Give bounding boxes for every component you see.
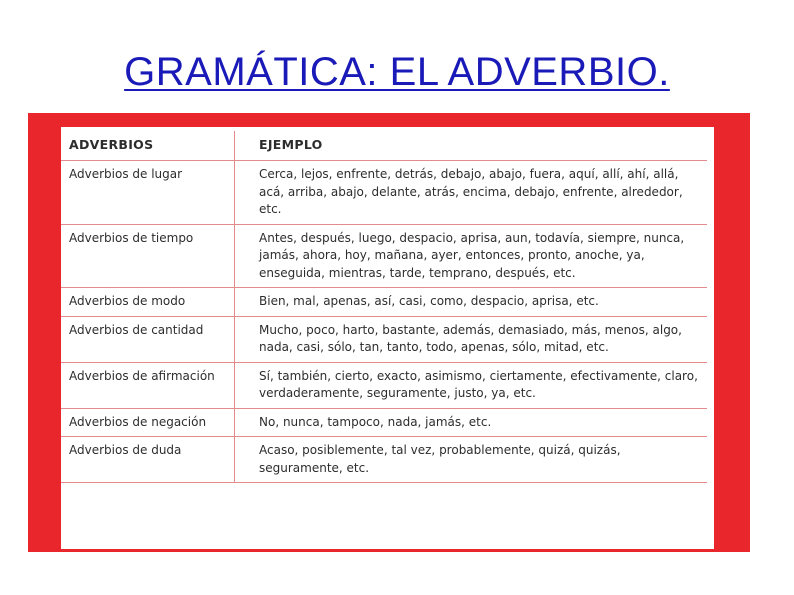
adverb-example: Acaso, posiblemente, tal vez, probablemente, quizá, quizás, seguramente, etc. bbox=[235, 437, 708, 483]
table-row bbox=[61, 316, 707, 362]
table-row bbox=[61, 288, 707, 317]
table-row bbox=[61, 224, 707, 288]
table-image-frame bbox=[28, 113, 750, 552]
adverb-example: Antes, después, luego, despacio, aprisa, aun, todavía, siempre, nunca, jamás, ahora, hoy, mañana, ayer, entonces, pronto, anoche, ya, enseguida, mientras, tarde, temprano, después, etc. bbox=[235, 224, 708, 288]
slide-title: GRAMÁTICA: EL ADVERBIO. bbox=[124, 50, 670, 94]
adverb-type: Adverbios de afirmación bbox=[61, 362, 235, 408]
table-row bbox=[61, 161, 707, 225]
table-panel bbox=[61, 127, 714, 549]
adverb-type: Adverbios de cantidad bbox=[61, 316, 235, 362]
header-ejemplo: EJEMPLO bbox=[235, 131, 708, 161]
table-row bbox=[61, 408, 707, 437]
adverb-example: Mucho, poco, harto, bastante, además, demasiado, más, menos, algo, nada, casi, sólo, tan, tanto, todo, apenas, sólo, mitad, etc. bbox=[235, 316, 708, 362]
table-row bbox=[61, 437, 707, 483]
table-header-row bbox=[61, 131, 707, 161]
adverb-example: Bien, mal, apenas, así, casi, como, despacio, aprisa, etc. bbox=[235, 288, 708, 317]
adverb-type: Adverbios de tiempo bbox=[61, 224, 235, 288]
adverb-example: Sí, también, cierto, exacto, asimismo, ciertamente, efectivamente, claro, verdaderamente, seguramente, justo, ya, etc. bbox=[235, 362, 708, 408]
adverb-example: Cerca, lejos, enfrente, detrás, debajo, abajo, fuera, aquí, allí, ahí, allá, acá, arriba, abajo, delante, atrás, encima, debajo, enfrente, alrededor, etc. bbox=[235, 161, 708, 225]
adverb-type: Adverbios de negación bbox=[61, 408, 235, 437]
adverb-type: Adverbios de lugar bbox=[61, 161, 235, 225]
adverb-type: Adverbios de duda bbox=[61, 437, 235, 483]
adverb-example: No, nunca, tampoco, nada, jamás, etc. bbox=[235, 408, 708, 437]
header-adverbios: ADVERBIOS bbox=[61, 131, 235, 161]
table-row bbox=[61, 362, 707, 408]
adverb-type: Adverbios de modo bbox=[61, 288, 235, 317]
adverb-table bbox=[61, 131, 707, 483]
